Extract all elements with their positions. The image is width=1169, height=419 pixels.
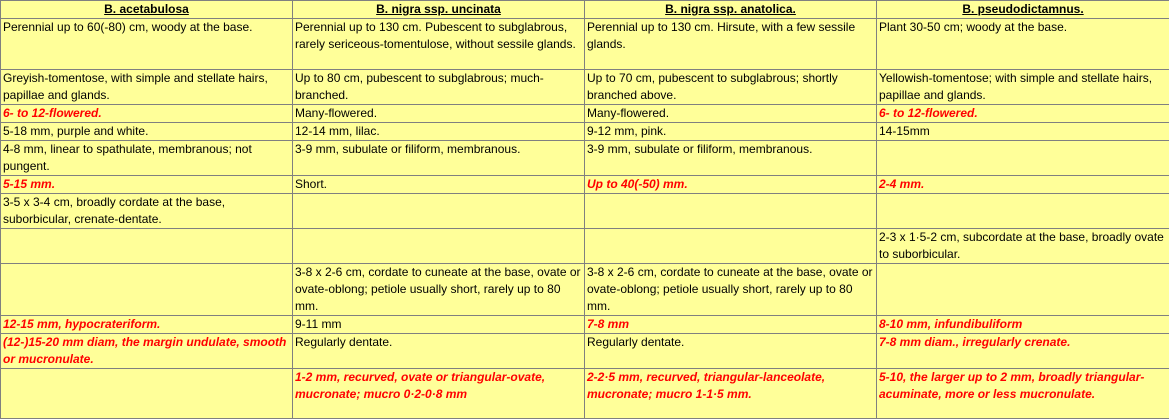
table-cell: 3-9 mm, subulate or filiform, membranous. bbox=[293, 141, 585, 176]
table-cell: 7-8 mm diam., irregularly crenate. bbox=[877, 334, 1169, 369]
table-cell: Up to 80 cm, pubescent to subglabrous; much-branched. bbox=[293, 70, 585, 105]
table-cell: 2-2·5 mm, recurved, triangular-lanceolate, mucronate; mucro 1-1·5 mm. bbox=[585, 369, 877, 419]
table-cell: 1-2 mm, recurved, ovate or triangular-ovate, mucronate; mucro 0·2-0·8 mm bbox=[293, 369, 585, 419]
table-cell: 2-3 x 1·5-2 cm, subcordate at the base, broadly ovate to suborbicular. bbox=[877, 229, 1169, 264]
table-row bbox=[1, 70, 1169, 105]
table-cell: Many-flowered. bbox=[585, 105, 877, 123]
table-cell: 3-8 x 2-6 cm, cordate to cuneate at the base, ovate or ovate-oblong; petiole usually short, rarely up to 80 mm. bbox=[293, 264, 585, 316]
table-cell: 3-8 x 2-6 cm, cordate to cuneate at the base, ovate or ovate-oblong; petiole usually short, rarely up to 80 mm. bbox=[585, 264, 877, 316]
table-cell: (12-)15-20 mm diam, the margin undulate, smooth or mucronulate. bbox=[1, 334, 293, 369]
table-row bbox=[1, 19, 1169, 70]
table-cell: 6- to 12-flowered. bbox=[1, 105, 293, 123]
table-cell: Up to 40(-50) mm. bbox=[585, 176, 877, 194]
table-cell: Yellowish-tomentose; with simple and stellate hairs, papillae and glands. bbox=[877, 70, 1169, 105]
table-cell bbox=[293, 229, 585, 264]
table-row bbox=[1, 105, 1169, 123]
table-cell: 9-11 mm bbox=[293, 316, 585, 334]
table-cell: 5-10, the larger up to 2 mm, broadly triangular-acuminate, more or less mucronulate. bbox=[877, 369, 1169, 419]
table-cell: Many-flowered. bbox=[293, 105, 585, 123]
table-cell: 2-4 mm. bbox=[877, 176, 1169, 194]
header-acetabulosa: B. acetabulosa bbox=[1, 1, 293, 19]
header-row bbox=[1, 1, 1169, 19]
table-cell: 5-18 mm, purple and white. bbox=[1, 123, 293, 141]
table-cell: 12-15 mm, hypocrateriform. bbox=[1, 316, 293, 334]
table-row bbox=[1, 334, 1169, 369]
table-cell: 4-8 mm, linear to spathulate, membranous; not pungent. bbox=[1, 141, 293, 176]
table-cell bbox=[877, 264, 1169, 316]
table-cell bbox=[1, 264, 293, 316]
header-pseudodictamnus: B. pseudodictamnus. bbox=[877, 1, 1169, 19]
table-cell: 6- to 12-flowered. bbox=[877, 105, 1169, 123]
table-cell: Perennial up to 130 cm. Pubescent to subglabrous, rarely sericeous-tomentulose, without sessile glands. bbox=[293, 19, 585, 70]
table-row bbox=[1, 264, 1169, 316]
table-cell bbox=[1, 369, 293, 419]
table-row bbox=[1, 194, 1169, 229]
table-row bbox=[1, 229, 1169, 264]
header-nigra-anatolica: B. nigra ssp. anatolica. bbox=[585, 1, 877, 19]
table-row bbox=[1, 316, 1169, 334]
table-cell bbox=[585, 229, 877, 264]
table-cell: Regularly dentate. bbox=[293, 334, 585, 369]
table-cell bbox=[877, 194, 1169, 229]
table-cell: Up to 70 cm, pubescent to subglabrous; shortly branched above. bbox=[585, 70, 877, 105]
table-cell bbox=[877, 141, 1169, 176]
table-body bbox=[1, 19, 1169, 419]
table-row bbox=[1, 141, 1169, 176]
table-cell: 7-8 mm bbox=[585, 316, 877, 334]
table-cell: 9-12 mm, pink. bbox=[585, 123, 877, 141]
table-cell: Plant 30-50 cm; woody at the base. bbox=[877, 19, 1169, 70]
table-cell: Regularly dentate. bbox=[585, 334, 877, 369]
table-cell bbox=[585, 194, 877, 229]
table-row bbox=[1, 123, 1169, 141]
table-cell: 14-15mm bbox=[877, 123, 1169, 141]
table-cell bbox=[1, 229, 293, 264]
table-cell: 3-5 x 3-4 cm, broadly cordate at the base, suborbicular, crenate-dentate. bbox=[1, 194, 293, 229]
table-cell: 3-9 mm, subulate or filiform, membranous. bbox=[585, 141, 877, 176]
table-cell: 12-14 mm, lilac. bbox=[293, 123, 585, 141]
header-nigra-uncinata: B. nigra ssp. uncinata bbox=[293, 1, 585, 19]
table-row bbox=[1, 176, 1169, 194]
table-cell: 8-10 mm, infundibuliform bbox=[877, 316, 1169, 334]
table-row bbox=[1, 369, 1169, 419]
table-cell: Short. bbox=[293, 176, 585, 194]
table-cell: 5-15 mm. bbox=[1, 176, 293, 194]
table-cell: Perennial up to 130 cm. Hirsute, with a few sessile glands. bbox=[585, 19, 877, 70]
table-cell bbox=[293, 194, 585, 229]
table-cell: Perennial up to 60(-80) cm, woody at the base. bbox=[1, 19, 293, 70]
table-cell: Greyish-tomentose, with simple and stellate hairs, papillae and glands. bbox=[1, 70, 293, 105]
